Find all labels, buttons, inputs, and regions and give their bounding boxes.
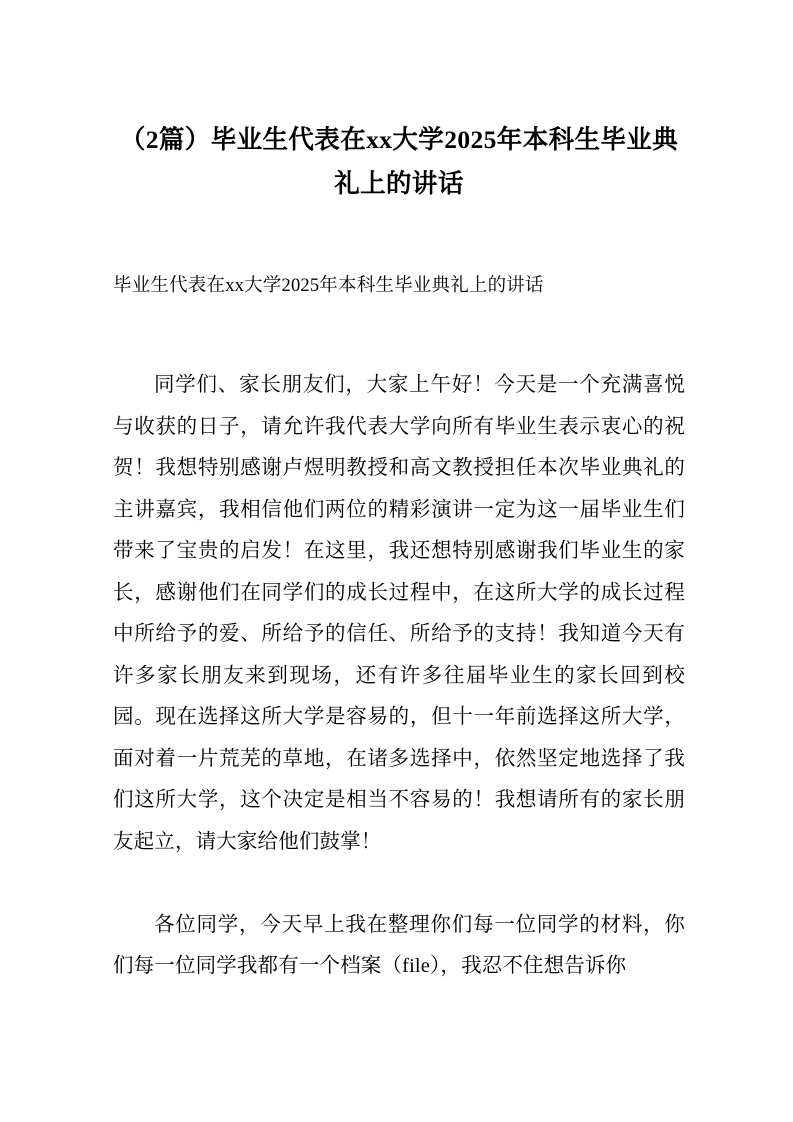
body-paragraph: 各位同学，今天早上我在整理你们每一位同学的材料，你们每一位同学我都有一个档案（file），我忍不住想告诉你 [113, 913, 685, 977]
document-title: （2篇）毕业生代表在xx大学2025年本科生毕业典礼上的讲话 [119, 125, 679, 198]
document-content [113, 0, 685, 988]
document-subtitle: 毕业生代表在xx大学2025年本科生毕业典礼上的讲话 [113, 276, 544, 296]
document-body [113, 303, 685, 988]
body-paragraph: 同学们、家长朋友们，大家上午好！今天是一个充满喜悦与收获的日子，请允许我代表大学向所有毕业生表示衷心的祝贺！我想特别感谢卢煜明教授和高文教授担任本次毕业典礼的主讲嘉宾，我相信他们两位的精彩演讲一定为这一届毕业生们带来了宝贵的启发！在这里，我还想特别感谢我们毕业生的家长，感谢他们在同学们的成长过程中，在这所大学的成长过程中所给予的爱、所给予的信任、所给予的支持！我知道今天有许多家长朋友来到现场，还有许多往届毕业生的家长回到校园。现在选择这所大学是容易的，但十一年前选择这所大学，面对着一片荒芜的草地，在诸多选择中，依然坚定地选择了我们这所大学，这个决定是相当不容易的！我想请所有的家长朋友起立，请大家给他们鼓掌！ [113, 374, 685, 853]
